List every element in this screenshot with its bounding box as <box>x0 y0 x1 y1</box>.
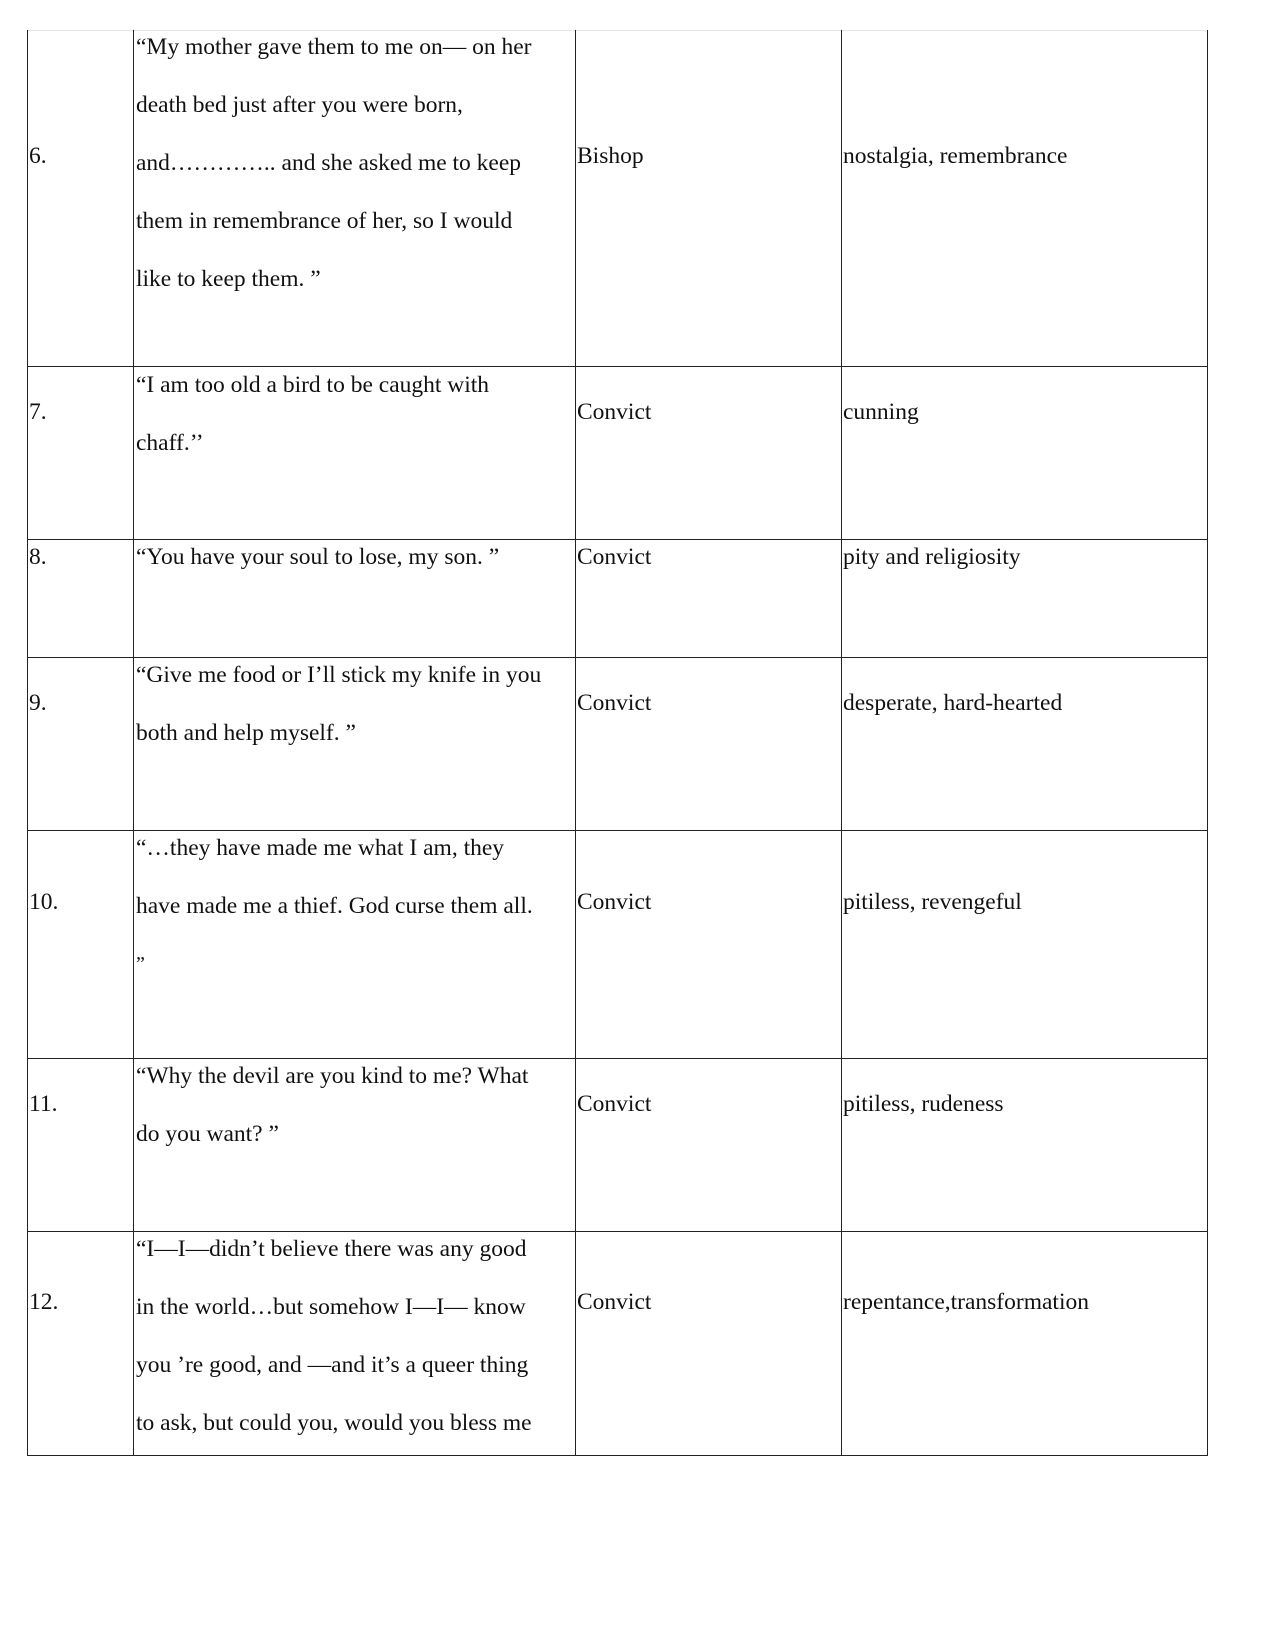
row-number: 11. <box>28 1058 134 1231</box>
table-row <box>28 1231 1208 1455</box>
quote-cell: “Give me food or I’ll stick my knife in you both and help myself. ” <box>134 657 576 830</box>
row-number: 8. <box>28 539 134 657</box>
table-row <box>28 1058 1208 1231</box>
quote-cell: “My mother gave them to me on— on her death bed just after you were born, and………….. and she asked me to keep them in remembrance of her, so I would like to keep them. ” <box>134 30 576 366</box>
row-number: 10. <box>28 830 134 1058</box>
quote-cell: “Why the devil are you kind to me? What do you want? ” <box>134 1058 576 1231</box>
quote-cell: “…they have made me what I am, they have made me a thief. God curse them all. ” <box>134 830 576 1058</box>
mood-cell: pity and religiosity <box>842 539 1208 657</box>
quote-cell: “I—I—didn’t believe there was any good in the world…but somehow I—I— know you ’re good, and —and it’s a queer thing to ask, but could you, would you bless me <box>134 1231 576 1455</box>
speaker-cell: Convict <box>576 366 842 539</box>
mood-cell: repentance,transformation <box>842 1231 1208 1455</box>
mood-cell: cunning <box>842 366 1208 539</box>
mood-cell: desperate, hard-hearted <box>842 657 1208 830</box>
speaker-cell: Convict <box>576 1231 842 1455</box>
speaker-cell: Bishop <box>576 30 842 366</box>
speaker-cell: Convict <box>576 657 842 830</box>
mood-cell: pitiless, revengeful <box>842 830 1208 1058</box>
speaker-cell: Convict <box>576 1058 842 1231</box>
row-number: 12. <box>28 1231 134 1455</box>
table-row <box>28 657 1208 830</box>
table-row <box>28 30 1208 366</box>
quote-cell: “You have your soul to lose, my son. ” <box>134 539 576 657</box>
table-row <box>28 830 1208 1058</box>
mood-cell: pitiless, rudeness <box>842 1058 1208 1231</box>
table-row <box>28 366 1208 539</box>
speaker-cell: Convict <box>576 830 842 1058</box>
row-number: 6. <box>28 30 134 366</box>
quote-cell: “I am too old a bird to be caught with chaff.’’ <box>134 366 576 539</box>
table-row <box>28 539 1208 657</box>
speaker-cell: Convict <box>576 539 842 657</box>
quotes-table <box>27 30 1208 1456</box>
row-number: 7. <box>28 366 134 539</box>
mood-cell: nostalgia, remembrance <box>842 30 1208 366</box>
row-number: 9. <box>28 657 134 830</box>
